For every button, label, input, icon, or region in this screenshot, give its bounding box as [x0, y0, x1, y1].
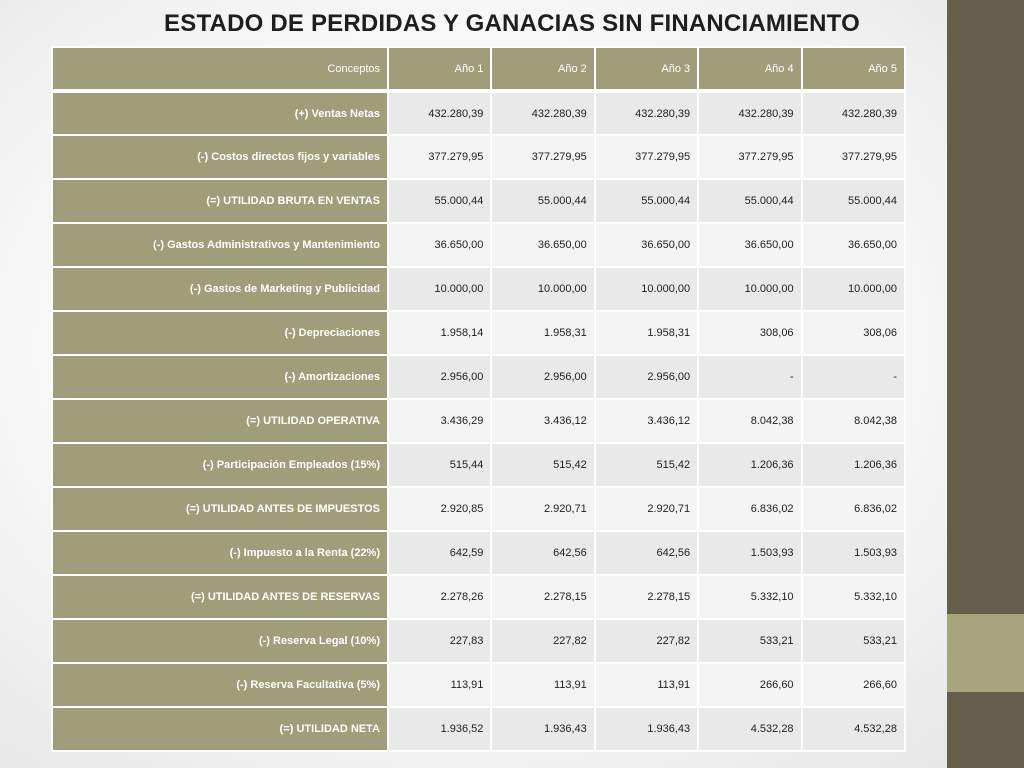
table-cell: 36.650,00: [698, 223, 801, 267]
table-cell: 36.650,00: [802, 223, 905, 267]
table-cell: 1.206,36: [802, 443, 905, 487]
table-cell: 1.958,14: [388, 311, 491, 355]
table-cell: 515,44: [388, 443, 491, 487]
table-cell: 3.436,29: [388, 399, 491, 443]
table-cell: 55.000,44: [698, 179, 801, 223]
table-cell: 4.532,28: [802, 707, 905, 751]
table-cell: 642,56: [595, 531, 698, 575]
table-cell: 1.936,43: [491, 707, 594, 751]
table-row: [52, 575, 905, 619]
table-cell: 5.332,10: [698, 575, 801, 619]
table-cell: 8.042,38: [802, 399, 905, 443]
table-cell: 113,91: [595, 663, 698, 707]
table-cell: 113,91: [491, 663, 594, 707]
column-header: Conceptos: [52, 47, 388, 91]
row-label: (-) Gastos de Marketing y Publicidad: [52, 267, 388, 311]
table-cell: 227,83: [388, 619, 491, 663]
table-cell: 377.279,95: [595, 135, 698, 179]
table-cell: 432.280,39: [595, 91, 698, 135]
row-label: (-) Participación Empleados (15%): [52, 443, 388, 487]
table-cell: 55.000,44: [595, 179, 698, 223]
row-label: (-) Amortizaciones: [52, 355, 388, 399]
table-cell: 2.278,15: [491, 575, 594, 619]
table-row: [52, 487, 905, 531]
row-label: (-) Depreciaciones: [52, 311, 388, 355]
row-label: (-) Costos directos fijos y variables: [52, 135, 388, 179]
table-cell: 6.836,02: [802, 487, 905, 531]
column-header: Año 2: [491, 47, 594, 91]
column-header: Año 5: [802, 47, 905, 91]
side-accent: [947, 614, 1024, 692]
table-row: [52, 355, 905, 399]
table-cell: 2.920,71: [595, 487, 698, 531]
column-header: Año 3: [595, 47, 698, 91]
table-cell: 533,21: [698, 619, 801, 663]
table-cell: 1.503,93: [802, 531, 905, 575]
row-label: (=) UTILIDAD ANTES DE IMPUESTOS: [52, 487, 388, 531]
table-cell: 2.956,00: [491, 355, 594, 399]
table-cell: 10.000,00: [491, 267, 594, 311]
table-row: [52, 91, 905, 135]
table-cell: 8.042,38: [698, 399, 801, 443]
row-label: (=) UTILIDAD OPERATIVA: [52, 399, 388, 443]
table-cell: 432.280,39: [802, 91, 905, 135]
table-cell: 432.280,39: [491, 91, 594, 135]
table-cell: 2.956,00: [595, 355, 698, 399]
table-cell: 36.650,00: [388, 223, 491, 267]
table-row: [52, 179, 905, 223]
page-title: ESTADO DE PERDIDAS Y GANACIAS SIN FINANCIAMIENTO: [164, 10, 860, 37]
table-cell: 1.958,31: [595, 311, 698, 355]
table-cell: 55.000,44: [802, 179, 905, 223]
table-cell: 432.280,39: [388, 91, 491, 135]
row-label: (-) Impuesto a la Renta (22%): [52, 531, 388, 575]
income-statement-table: [51, 46, 906, 752]
row-label: (=) UTILIDAD BRUTA EN VENTAS: [52, 179, 388, 223]
table-cell: 55.000,44: [491, 179, 594, 223]
table-cell: 642,56: [491, 531, 594, 575]
table-row: [52, 531, 905, 575]
table-row: [52, 223, 905, 267]
table-cell: 5.332,10: [802, 575, 905, 619]
table-cell: 36.650,00: [491, 223, 594, 267]
table-cell: 266,60: [802, 663, 905, 707]
table-cell: 432.280,39: [698, 91, 801, 135]
row-label: (=) UTILIDAD NETA: [52, 707, 388, 751]
table-cell: 3.436,12: [595, 399, 698, 443]
table-cell: 1.958,31: [491, 311, 594, 355]
table-cell: 2.920,71: [491, 487, 594, 531]
table-cell: 4.532,28: [698, 707, 801, 751]
table-cell: 36.650,00: [595, 223, 698, 267]
table-cell: 377.279,95: [491, 135, 594, 179]
table-cell: 10.000,00: [802, 267, 905, 311]
column-header: Año 1: [388, 47, 491, 91]
table-cell: 227,82: [595, 619, 698, 663]
table-row: [52, 707, 905, 751]
table-row: [52, 267, 905, 311]
table-cell: 515,42: [491, 443, 594, 487]
row-label: (+) Ventas Netas: [52, 91, 388, 135]
table-cell: 227,82: [491, 619, 594, 663]
table-cell: 308,06: [802, 311, 905, 355]
table-cell: 377.279,95: [388, 135, 491, 179]
table-row: [52, 399, 905, 443]
table-cell: 1.936,52: [388, 707, 491, 751]
table-cell: 266,60: [698, 663, 801, 707]
table-cell: 55.000,44: [388, 179, 491, 223]
table-cell: 10.000,00: [388, 267, 491, 311]
table-cell: 2.920,85: [388, 487, 491, 531]
table-cell: 2.956,00: [388, 355, 491, 399]
table-cell: 2.278,15: [595, 575, 698, 619]
table-cell: 642,59: [388, 531, 491, 575]
table-cell: 113,91: [388, 663, 491, 707]
table-cell: 515,42: [595, 443, 698, 487]
table-cell: 377.279,95: [698, 135, 801, 179]
column-header: Año 4: [698, 47, 801, 91]
table-cell: 2.278,26: [388, 575, 491, 619]
table-row: [52, 619, 905, 663]
row-label: (=) UTILIDAD ANTES DE RESERVAS: [52, 575, 388, 619]
table-cell: 308,06: [698, 311, 801, 355]
table-cell: 6.836,02: [698, 487, 801, 531]
table-row: [52, 135, 905, 179]
table-header-row: [52, 47, 905, 91]
row-label: (-) Reserva Facultativa (5%): [52, 663, 388, 707]
table-cell: 1.206,36: [698, 443, 801, 487]
table-row: [52, 443, 905, 487]
table-cell: 3.436,12: [491, 399, 594, 443]
table-row: [52, 311, 905, 355]
row-label: (-) Reserva Legal (10%): [52, 619, 388, 663]
table-cell: 1.936,43: [595, 707, 698, 751]
table-cell: 10.000,00: [698, 267, 801, 311]
table-cell: 533,21: [802, 619, 905, 663]
table-cell: -: [698, 355, 801, 399]
row-label: (-) Gastos Administrativos y Mantenimiento: [52, 223, 388, 267]
table-cell: 377.279,95: [802, 135, 905, 179]
table-cell: 1.503,93: [698, 531, 801, 575]
table-row: [52, 663, 905, 707]
table-body: [52, 91, 905, 751]
table-cell: -: [802, 355, 905, 399]
table-cell: 10.000,00: [595, 267, 698, 311]
